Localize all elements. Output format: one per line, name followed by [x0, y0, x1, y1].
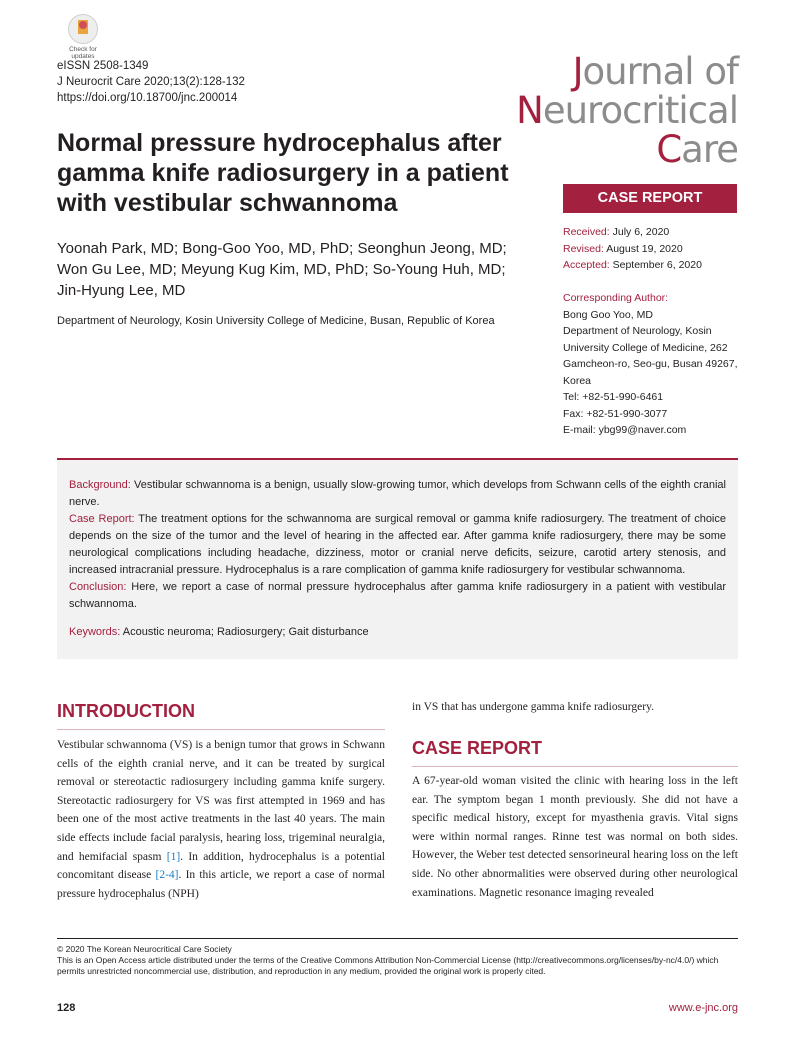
affiliation: Department of Neurology, Kosin University College of Medicine, Busan, Republic of Korea: [57, 315, 495, 327]
eissn: eISSN 2508-1349: [57, 60, 149, 72]
bookmark-icon: [68, 14, 98, 44]
article-title: Normal pressure hydrocephalus after gamma knife radiosurgery in a patient with vestibular schwannoma: [57, 129, 509, 217]
page-number: 128: [57, 1002, 76, 1014]
corresponding-author: Corresponding Author: Bong Goo Yoo, MD Department of Neurology, Kosin University College of Medicine, 262 Gamcheon-ro, Seo-gu, Busan 49267, Korea Tel: +82-51-990-6461 Fax: +82-51-990-3077 E-mail: ybg99@naver.com: [563, 290, 739, 439]
section-divider: [57, 729, 385, 730]
doi-link[interactable]: https://doi.org/10.18700/jnc.200014: [57, 92, 238, 104]
reference-link[interactable]: [2-4]: [155, 869, 179, 882]
citation: J Neurocrit Care 2020;13(2):128-132: [57, 76, 245, 88]
section-divider: [412, 766, 738, 767]
keywords: Keywords: Acoustic neuroma; Radiosurgery; Gait disturbance: [69, 626, 369, 638]
accepted-date: Accepted: September 6, 2020: [563, 259, 702, 271]
author-list: Yoonah Park, MD; Bong-Goo Yoo, MD, PhD; Seonghun Jeong, MD; Won Gu Lee, MD; Meyung Kug Kim, MD, PhD; So-Young Huh, MD; Jin-Hyung Lee, MD: [57, 240, 507, 299]
reference-link[interactable]: [1]: [166, 850, 181, 863]
footer-divider: [57, 938, 738, 939]
abstract-case-report: Case Report: The treatment options for the schwannoma are surgical removal or gamma knife radiosurgery. The treatment of choice depends on the size of the tumor and the level of hearing in the affected ear. After gamma knife radiosurgery, there may be some neurological complications including headache, dizziness, motor or cranial nerve deficits, seizure, carotid artery stenosis, and increased intracranial pressure. Hydrocephalus is a rare complication of gamma knife radiosurgery for vestibular schwannoma.: [69, 513, 726, 576]
article-dates: [563, 224, 702, 274]
journal-website-link[interactable]: www.e-jnc.org: [668, 1002, 738, 1014]
abstract-box: [57, 458, 738, 659]
article-type-banner: CASE REPORT: [563, 184, 737, 213]
email-link[interactable]: E-mail: ybg99@naver.com: [563, 424, 687, 436]
revised-date: Revised: August 19, 2020: [563, 242, 683, 255]
introduction-text: Vestibular schwannoma (VS) is a benign tumor that grows in Schwann cells of the eighth cranial nerve, and it can be treated by surgical removal or stereotactic radiosurgery including gamma knife surgery. Stereotactic radiosurgery for VS was first attempted in 1969 and has been one of the most active treatments in the last 40 years. The main side effects include facial paralysis, hearing loss, trigeminal neuralgia, and hemifacial spasm [1]. In addition, hydrocephalus is a potential concomitant disease [2-4]. In this article, we report a case of normal pressure hydrocephalus (NPH): [57, 739, 385, 900]
introduction-continued: in VS that has undergone gamma knife radiosurgery.: [412, 701, 654, 713]
journal-logo: Journal of Neurocritical Care: [516, 50, 738, 171]
introduction-heading: INTRODUCTION: [57, 701, 195, 721]
case-report-heading: CASE REPORT: [412, 738, 543, 758]
article-meta: [57, 58, 245, 106]
abstract-conclusion: Conclusion: Here, we report a case of normal pressure hydrocephalus after gamma knife radiosurgery in a patient with vestibular schwannoma.: [69, 581, 726, 610]
badge-label: Check for updates: [69, 46, 97, 60]
abstract-background: Background: Vestibular schwannoma is a benign, usually slow-growing tumor, which develops from Schwann cells of the eighth cranial nerve.: [69, 479, 726, 508]
received-date: Received: July 6, 2020: [563, 226, 670, 238]
license-footer: © 2020 The Korean Neurocritical Care Society This is an Open Access article distributed under the terms of the Creative Commons Attribution Non-Commercial License (http://creativecommons.org/licenses/by-nc/4.0/) which permits unrestricted noncommercial use, distribution, and reproduction in any medium, provided the original work is properly cited.: [57, 944, 719, 976]
case-report-text: A 67-year-old woman visited the clinic with hearing loss in the left ear. The symptom began 1 month previously. She did not have a specific medical history, except for myasthenia gravis. Vital signs were within normal ranges. Rinne test was normal on both sides. However, the Weber test detected sensorineural hearing loss on the left side. No other abnormalities were observed during other neurological examinations. Magnetic resonance imaging revealed: [412, 775, 738, 899]
check-for-updates-badge[interactable]: [60, 14, 106, 60]
